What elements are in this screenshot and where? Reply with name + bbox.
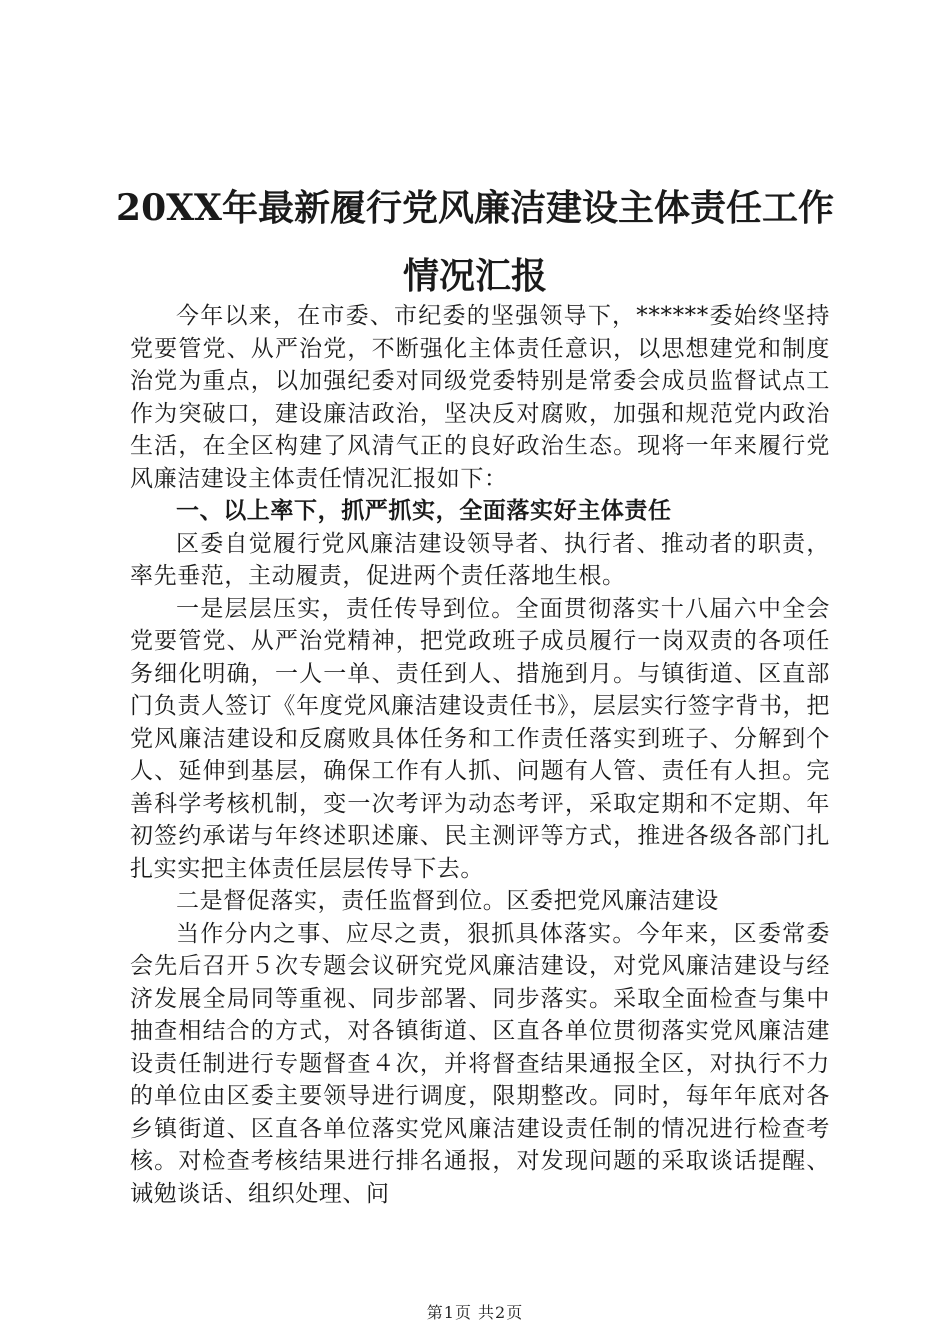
document-title-line1: 20XX年最新履行党风廉洁建设主体责任工作 [116,187,834,229]
document-body [130,300,830,1210]
paragraph-point-2: 二是督促落实，责任监督到位。区委把党风廉洁建设 [176,888,719,914]
paragraph-section-intro: 区委自觉履行党风廉洁建设领导者、执行者、推动者的职责，率先垂范，主动履责，促进两个责任落地生根。 [130,530,830,589]
document-title-line2: 情况汇报 [402,255,547,297]
paragraph-point-2-continued: 当作分内之事、应尽之责，狠抓具体落实。今年来，区委常委会先后召开５次专题会议研究党风廉洁建设，对党风廉洁建设与经济发展全局同等重视、同步部署、同步落实。采取全面检查与集中抽查相结合的方式，对各镇街道、区直各单位贯彻落实党风廉洁建设责任制进行专题督查４次，并将督查结果通报全区，对执行不力的单位由区委主要领导进行调度，限期整改。同时，每年年底对各乡镇街道、区直各单位落实党风廉洁建设责任制的情况进行检查考核。对检查考核结果进行排名通报，对发现问题的采取谈话提醒、诫勉谈话、组织处理、问 [130,920,830,1207]
paragraph-point-1: 一是层层压实，责任传导到位。全面贯彻落实十八届六中全会党要管党、从严治党精神，把党政班子成员履行一岗双责的各项任务细化明确，一人一单、责任到人、措施到月。与镇街道、区直部门负责人签订《年度党风廉洁建设责任书》，层层实行签字背书，把党风廉洁建设和反腐败具体任务和工作责任落实到班子、分解到个人、延伸到基层，确保工作有人抓、问题有人管、责任有人担。完善科学考核机制，变一次考评为动态考评，采取定期和不定期、年初签约承诺与年终述职述廉、民主测评等方式，推进各级各部门扎扎实实把主体责任层层传导下去。 [130,595,830,882]
page-number: 第1页 共2页 [426,1303,524,1322]
paragraph-intro: 今年以来，在市委、市纪委的坚强领导下，******委始终坚持党要管党、从严治党，不断强化主体责任意识，以思想建党和制度治党为重点，以加强纪委对同级党委特别是常委会成员监督试点工作为突破口，建设廉洁政治，坚决反对腐败，加强和规范党内政治生活，在全区构建了风清气正的良好政治生态。现将一年来履行党风廉洁建设主体责任情况汇报如下： [130,303,830,492]
section-heading-1: 一、以上率下，抓严抓实，全面落实好主体责任 [176,497,672,524]
